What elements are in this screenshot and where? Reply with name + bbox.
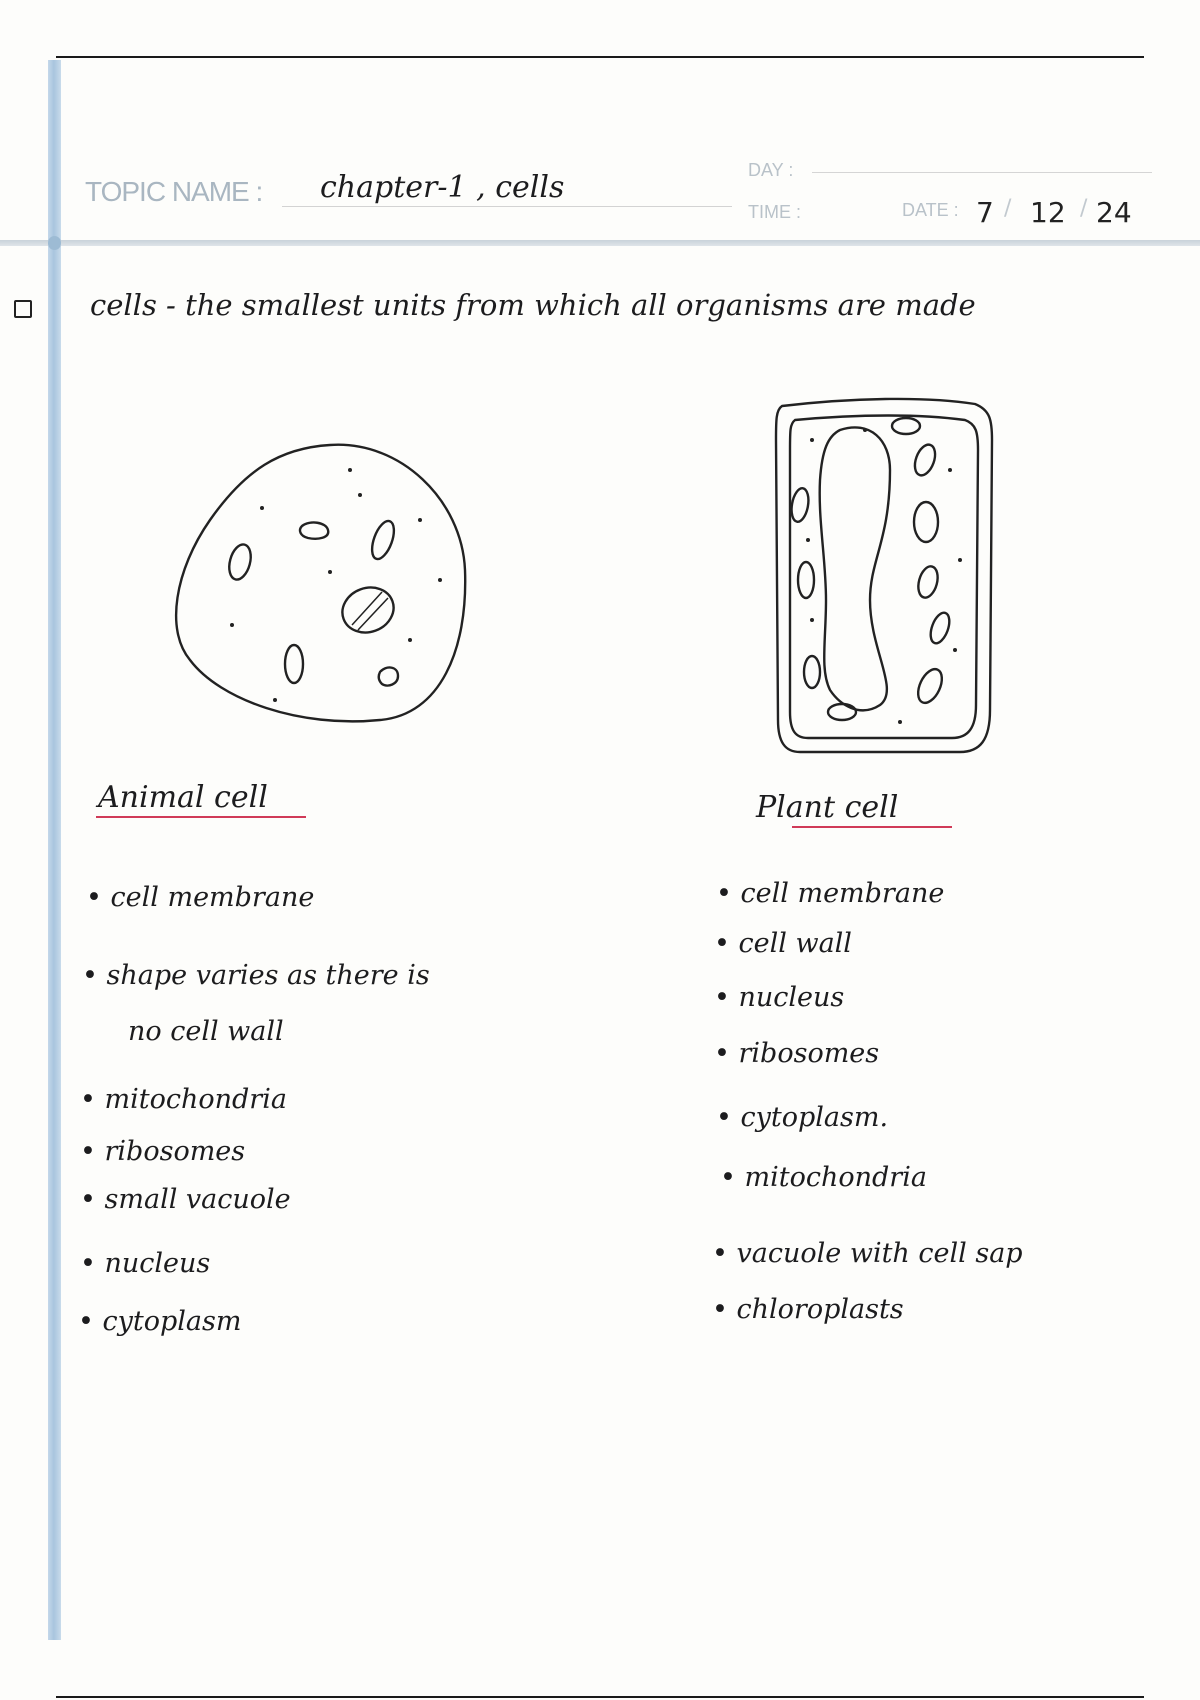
definition-text: cells - the smallest units from which all organisms are made	[90, 288, 976, 322]
date-month: 12	[1030, 196, 1066, 229]
plant-chloroplast	[915, 564, 941, 600]
topic-value: chapter-1 , cells	[320, 170, 565, 205]
list-item: • nucleus	[714, 982, 844, 1013]
date-day: 7	[976, 196, 994, 229]
plant-chloroplast	[914, 502, 938, 542]
time-label: TIME :	[748, 202, 801, 222]
list-item: • mitochondria	[720, 1162, 927, 1193]
list-item-continuation: no cell wall	[128, 1016, 284, 1047]
animal-vacuole	[379, 667, 398, 685]
animal-mitochondrion	[226, 542, 255, 582]
date-year: 24	[1096, 196, 1132, 229]
animal-ribosomes	[230, 468, 442, 702]
plant-chloroplast	[804, 656, 820, 688]
list-item: • cell wall	[714, 928, 852, 959]
day-label: DAY :	[748, 160, 794, 180]
animal-cell-membrane	[176, 445, 465, 722]
date-label: DATE :	[902, 200, 959, 220]
plant-caption-underline	[792, 826, 952, 828]
date-separator: /	[1004, 196, 1012, 221]
animal-vacuole	[300, 523, 328, 539]
plant-chloroplast	[911, 442, 939, 478]
plant-cell-membrane	[790, 416, 978, 739]
animal-mitochondrion	[285, 645, 303, 683]
topic-label: TOPIC NAME :	[85, 176, 263, 207]
list-item: • chloroplasts	[712, 1294, 904, 1325]
date-separator: /	[1080, 196, 1088, 221]
list-item: • nucleus	[80, 1248, 210, 1279]
list-item: • shape varies as there is	[82, 960, 430, 991]
animal-nucleus	[336, 580, 400, 639]
animal-cell-caption: Animal cell	[98, 780, 268, 815]
plant-chloroplast	[798, 562, 814, 598]
plant-cell-diagram	[776, 399, 992, 752]
bottom-border-line	[56, 1696, 1144, 1698]
plant-chloroplast	[789, 487, 811, 523]
list-item: • vacuole with cell sap	[712, 1238, 1023, 1269]
list-item: • small vacuole	[80, 1184, 291, 1215]
list-item: • cytoplasm	[78, 1306, 241, 1337]
plant-chloroplast	[927, 610, 953, 646]
plant-cell-caption: Plant cell	[756, 790, 899, 825]
plant-chloroplast	[913, 665, 946, 706]
animal-cell-diagram	[176, 445, 465, 722]
list-item: • cell membrane	[86, 882, 314, 913]
plant-vacuole	[820, 427, 890, 710]
plant-nucleus	[892, 418, 920, 434]
animal-mitochondrion	[368, 518, 399, 562]
list-item: • cytoplasm.	[716, 1102, 888, 1133]
animal-caption-underline	[96, 816, 306, 818]
list-item: • mitochondria	[80, 1084, 287, 1115]
list-item: • cell membrane	[716, 878, 944, 909]
list-item: • ribosomes	[714, 1038, 879, 1069]
plant-mitochondrion	[828, 704, 856, 720]
list-item: • ribosomes	[80, 1136, 245, 1167]
